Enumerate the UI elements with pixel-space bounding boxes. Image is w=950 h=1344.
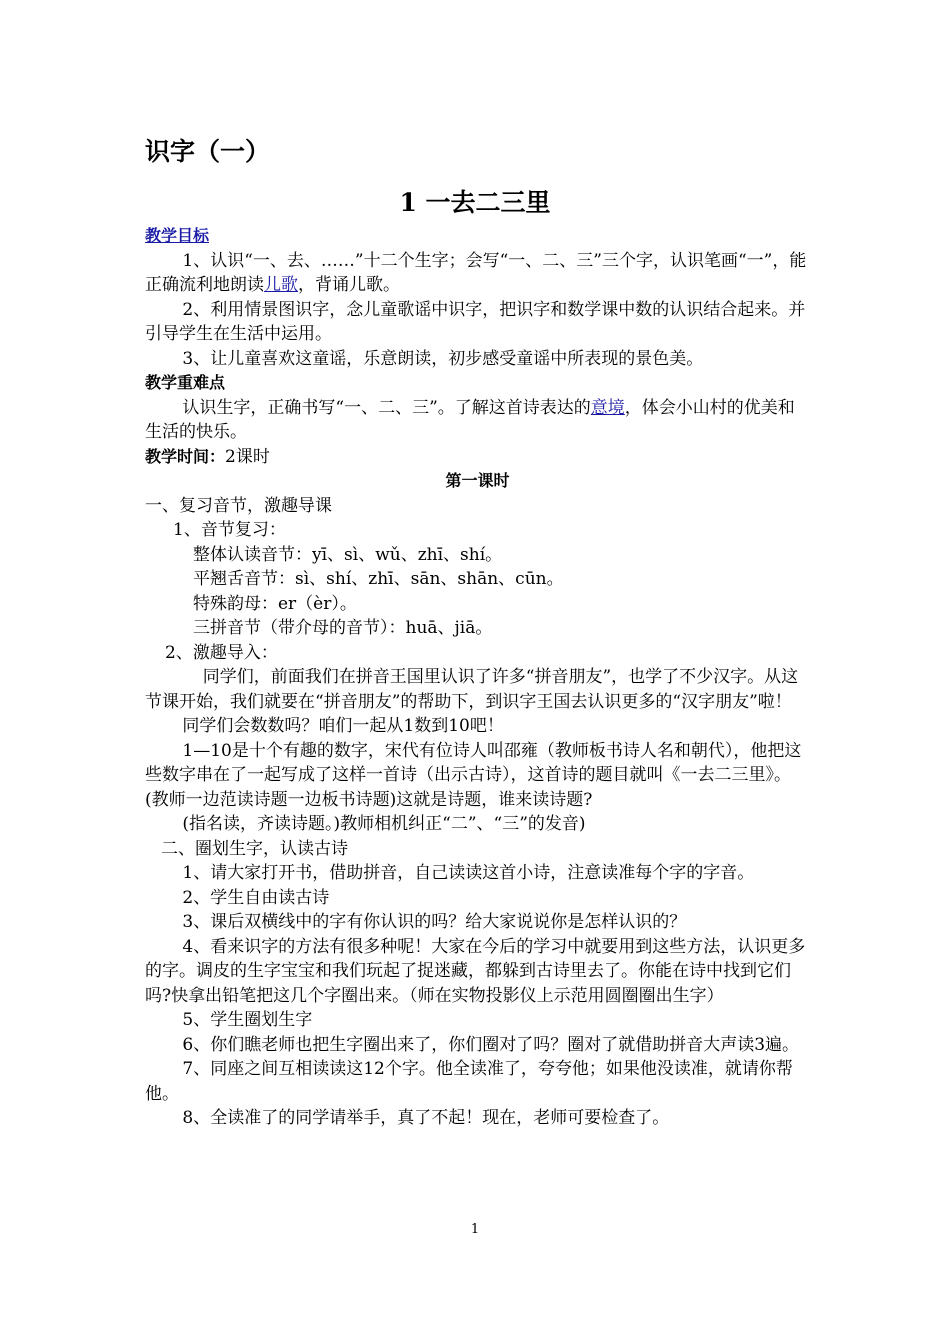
teaching-time	[145, 445, 810, 470]
key-points-heading: 教学重难点	[145, 373, 226, 392]
step-5: 5、学生圈划生字	[182, 1010, 313, 1030]
objective-1-end: ，背诵儿歌。	[298, 275, 400, 295]
step-4: 4、看来识字的方法有很多种呢！大家在今后的学习中就要用到这些方法，认识更多的字。调皮的生字宝宝和我们玩起了捉迷藏，都躲到古诗里去了。你能在诗中找到它们吗?快拿出铅笔把这几个字圈出来。（师在实物投影仪上示范用圆圈圈出生字）	[145, 936, 806, 1006]
para-read: (指名读，齐读诗题。)教师相机纠正“二”、“三”的发音)	[182, 814, 586, 834]
objective-1-text: 1、认识“一、去、……”十二个生字；会写“一、二、三”三个字，认识笔画“一”，能正确流利地朗读	[145, 250, 807, 295]
objective-3: 3、让儿童喜欢这童谣，乐意朗读，初步感受童谣中所表现的景色美。	[182, 348, 704, 369]
syllable-line-1: 整体认读音节：yī、sì、wǔ、zhī、shí。	[193, 544, 503, 565]
key-points-text: 认识生字，正确书写“一、二、三”。了解这首诗表达的	[182, 397, 591, 418]
step-2: 2、学生自由读古诗	[182, 887, 330, 908]
objective-2: 2、利用情景图识字，念儿童歌谣中识字，把识字和数学课中数的认识结合起来。并引导学生在生活中运用。	[145, 299, 806, 344]
step-3: 3、课后双横线中的字有你认识的吗？给大家说说你是怎样认识的？	[182, 912, 687, 932]
syllable-line-3: 特殊韵母：er（èr）。	[193, 593, 357, 614]
objectives-heading-link[interactable]: 教学目标	[145, 226, 210, 245]
para-poem: 1—10是十个有趣的数字，宋代有位诗人叫邵雍（教师板书诗人名和朝代），他把这些数字串在了一起写成了这样一首诗（出示古诗），这首诗的题目就叫《一去二三里》。(教师一边范读诗题一边板书诗题)这就是诗题，谁来读诗题?	[145, 740, 802, 810]
key-points	[145, 396, 810, 445]
section-1-2: 2、激趣导入：	[165, 642, 278, 663]
step-6: 6、你们瞧老师也把生字圈出来了，你们圈对了吗？圈对了就借助拼音大声读3遍。	[182, 1034, 800, 1055]
yijing-link[interactable]: 意境	[590, 397, 625, 418]
para-count: 同学们会数数吗？咱们一起从1数到10吧！	[182, 716, 504, 736]
section-1-heading: 一、复习音节，激趣导课	[145, 495, 332, 516]
objectives-heading[interactable]	[145, 224, 810, 249]
teaching-time-value: 2课时	[225, 446, 270, 467]
teaching-time-label: 教学时间：	[145, 446, 226, 466]
step-7: 7、同座之间互相读读这12个字。他全读准了，夸夸他；如果他没读准，就请你帮他。	[145, 1059, 793, 1104]
unit-title: 识字（一）	[145, 137, 271, 166]
document-body	[145, 224, 810, 1131]
syllable-line-2: 平翘舌音节：sì、shí、zhī、sān、shān、cūn。	[193, 569, 564, 589]
syllable-line-4: 三拼音节（带介母的音节）：huā、jiā。	[193, 618, 493, 638]
objective-1	[145, 249, 810, 298]
section-2-heading: 二、圈划生字，认读古诗	[161, 838, 348, 859]
lesson-title: 1 一去二三里	[399, 188, 551, 217]
page-number: 1	[470, 1222, 480, 1237]
key-points-end: ，体会小山村的优美和生活的快乐。	[145, 397, 795, 442]
section-1-1: 1、音节复习：	[173, 520, 286, 540]
first-lesson-heading: 第一课时	[445, 471, 510, 490]
ertong-link[interactable]: 儿歌	[264, 275, 298, 295]
step-8: 8、全读准了的同学请举手，真了不起！现在，老师可要检查了。	[182, 1108, 670, 1128]
para-intro: 同学们，前面我们在拼音王国里认识了许多“拼音朋友”，也学了不少汉字。从这节课开始，我们就要在“拼音朋友”的帮助下，到识字王国去认识更多的“汉字朋友”啦！	[145, 667, 799, 712]
step-1: 1、请大家打开书，借助拼音，自己读读这首小诗，注意读准每个字的字音。	[182, 863, 755, 883]
